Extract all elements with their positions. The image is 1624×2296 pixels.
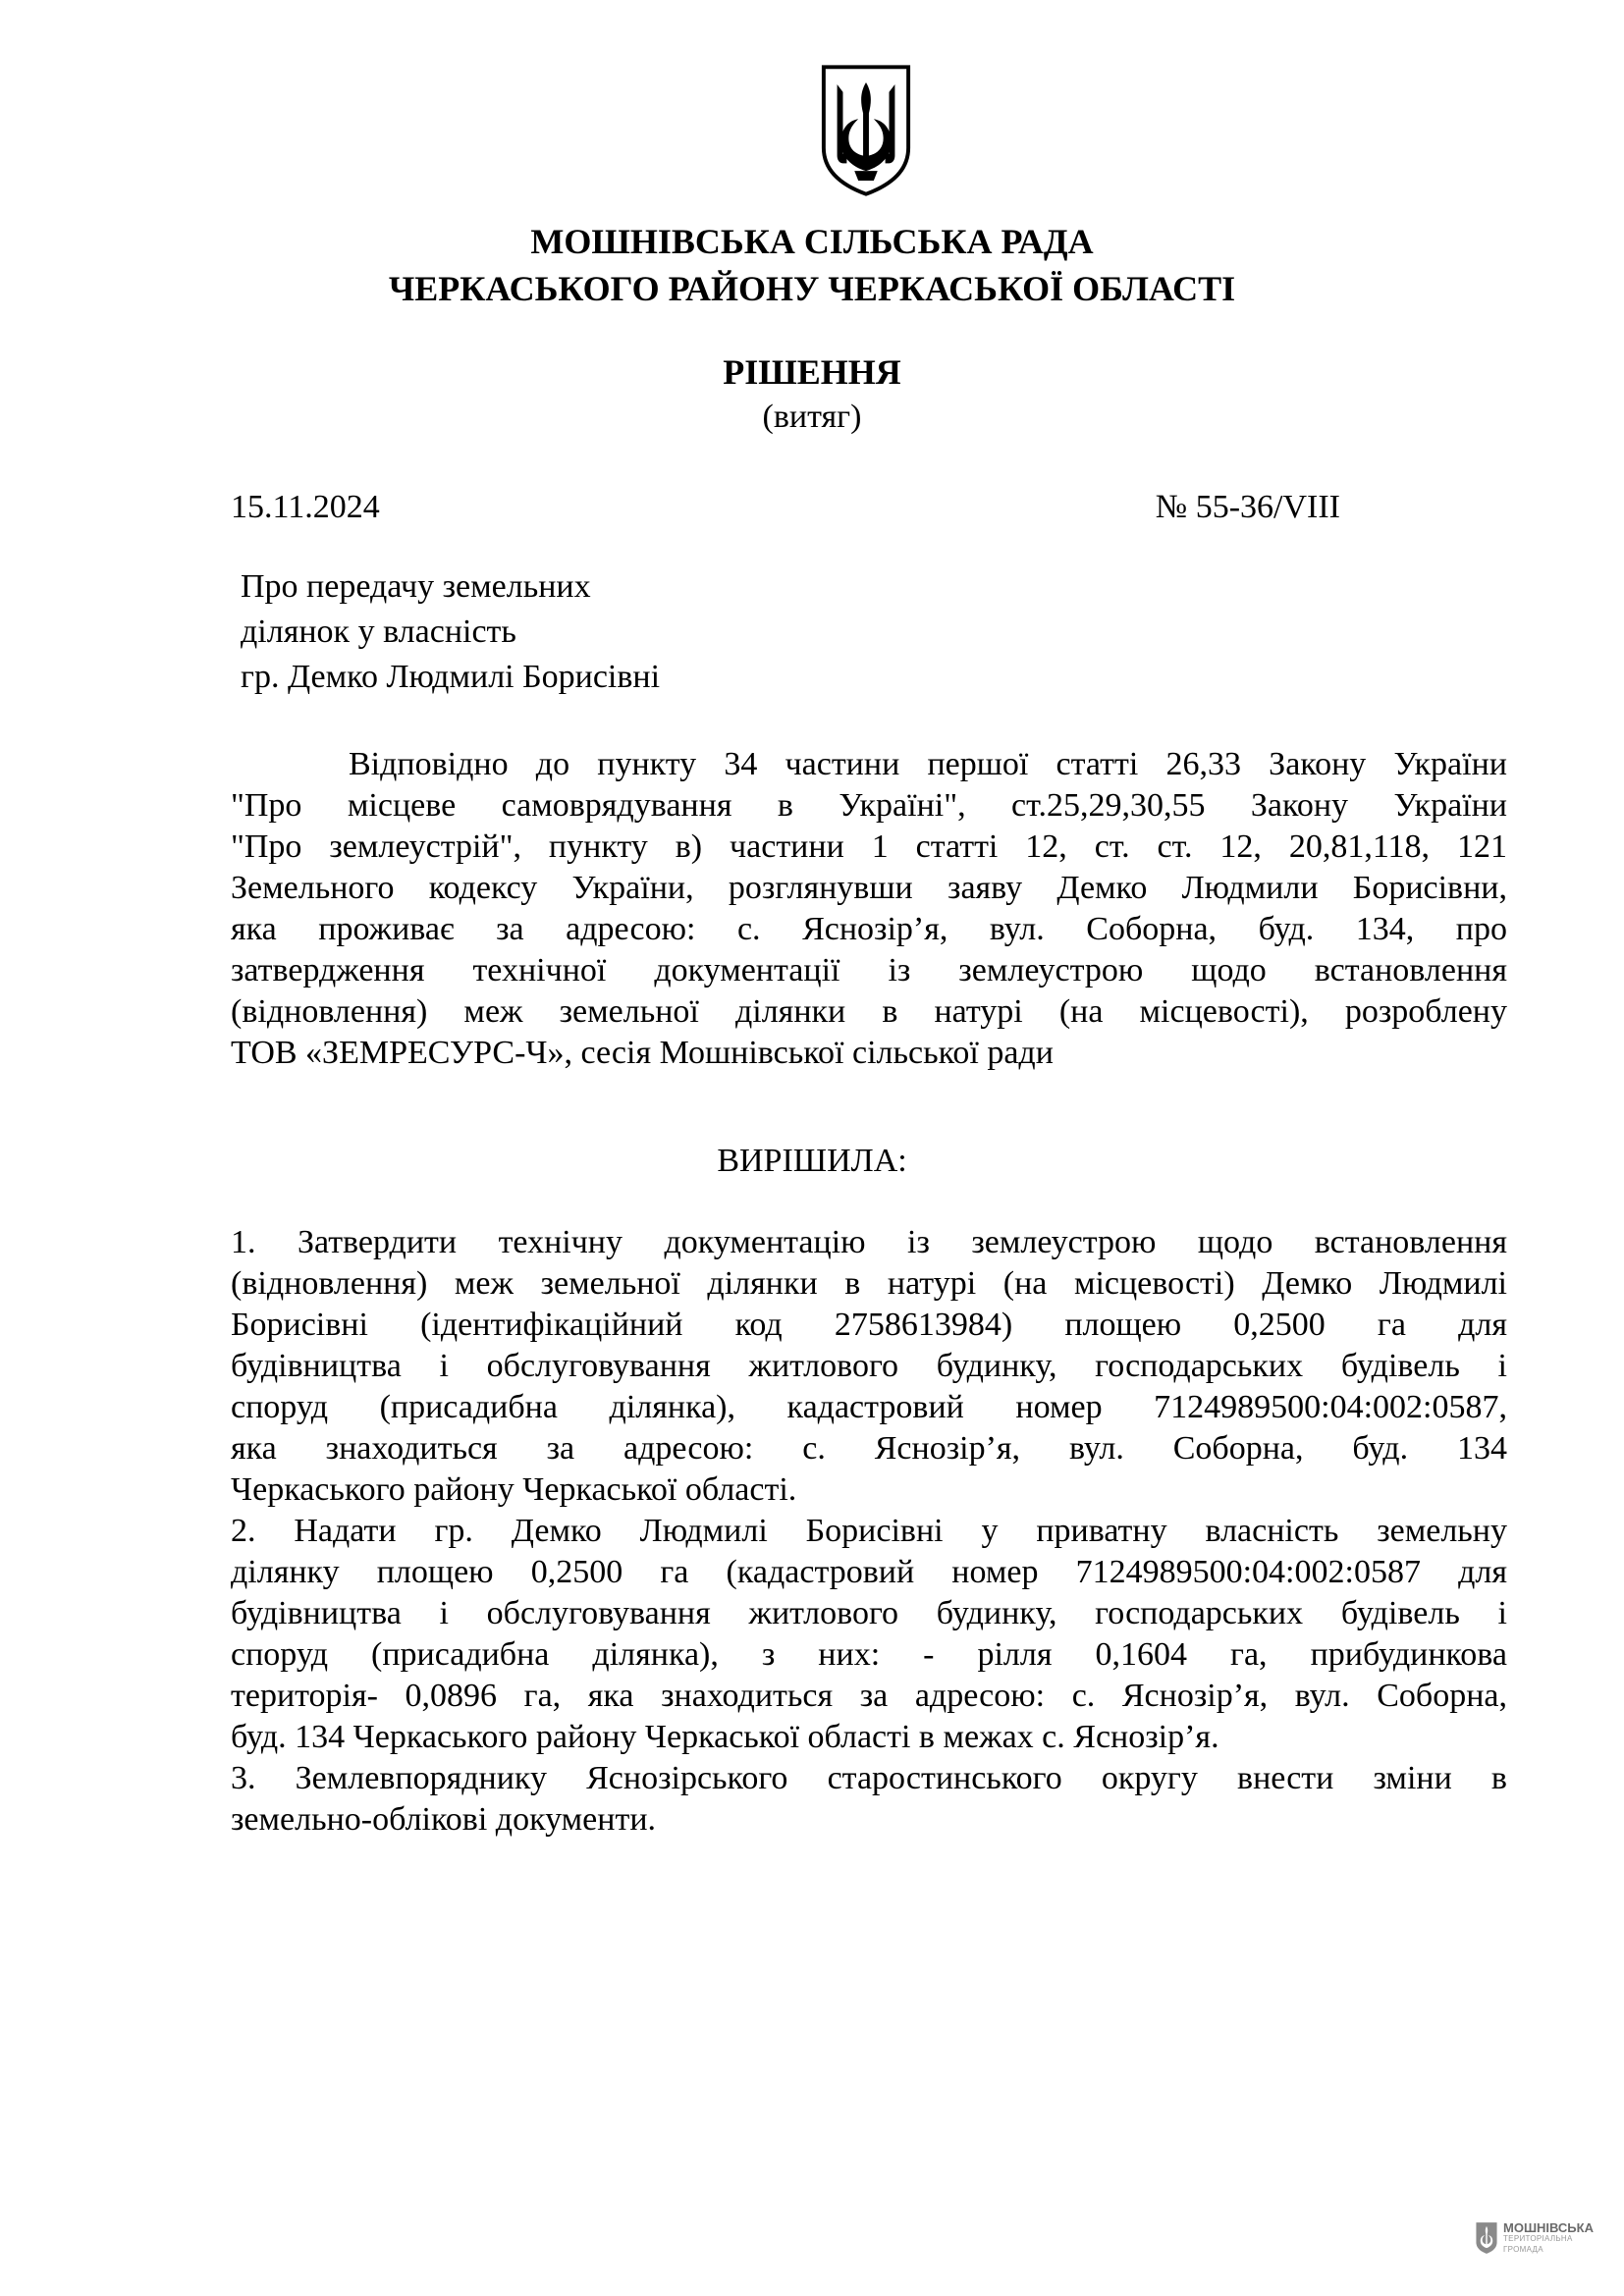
item-line: (відновлення) меж земельної ділянки в натурі (на місцевості) Демко Людмилі	[231, 1265, 1507, 1302]
item-line: ділянку площею 0,2500 га (кадастровий номер 7124989500:04:002:0587 для	[231, 1554, 1507, 1590]
logo-tagline-2: ГРОМАДА	[1503, 2244, 1543, 2254]
item-line: Борисівні (ідентифікаційний код 2758613984) площею 0,2500 га для	[231, 1307, 1507, 1343]
trident-coat-of-arms-icon	[818, 63, 914, 198]
item-line: споруд (присадибна ділянка), з них: - рілля 0,1604 га, прибудинкова	[231, 1636, 1507, 1673]
preamble-line: (відновлення) меж земельної ділянки в натурі (на місцевості), розроблену	[231, 993, 1507, 1030]
item-line: споруд (присадибна ділянка), кадастровий номер 7124989500:04:002:0587,	[231, 1389, 1507, 1425]
item-line: 3. Землевпоряднику Яснозірського старостинського округу внести зміни в	[231, 1760, 1507, 1796]
trident-small-icon	[1475, 2221, 1498, 2255]
subject-line: ділянок у власність	[241, 614, 516, 650]
council-name-line-2: ЧЕРКАСЬКОГО РАЙОНУ ЧЕРКАСЬКОЇ ОБЛАСТІ	[388, 269, 1236, 308]
council-name-line-1: МОШНІВСЬКА СІЛЬСЬКА РАДА	[530, 222, 1094, 261]
item-line: 2. Надати гр. Демко Людмилі Борисівні у приватну власність земельну	[231, 1513, 1507, 1549]
preamble-line: "Про місцеве самоврядування в Україні", ст.25,29,30,55 Закону України	[231, 787, 1507, 824]
item-line: Черкаського району Черкаської області.	[231, 1471, 797, 1508]
item-line: територія- 0,0896 га, яка знаходиться за адресою: с. Яснозір’я, вул. Соборна,	[231, 1678, 1507, 1714]
item-line: будівництва і обслуговування житлового будинку, господарських будівель і	[231, 1348, 1507, 1384]
decision-meta	[231, 485, 1340, 530]
decision-title: РІШЕННЯ	[723, 352, 901, 392]
community-logo	[1475, 2216, 1602, 2261]
preamble-line: Земельного кодексу України, розглянувши заяву Демко Людмили Борисівни,	[231, 870, 1507, 906]
item-line: 1. Затвердити технічну документацію із землеустрою щодо встановлення	[231, 1224, 1507, 1260]
logo-name: МОШНІВСЬКА	[1503, 2219, 1594, 2235]
logo-tagline-1: ТЕРИТОРІАЛЬНА	[1503, 2233, 1573, 2243]
preamble-paragraph	[231, 744, 1507, 1074]
decision-subtitle: (витяг)	[762, 399, 862, 435]
subject-line: Про передачу земельних	[241, 568, 591, 605]
item-line: яка знаходиться за адресою: с. Яснозір’я, вул. Соборна, буд. 134	[231, 1430, 1507, 1467]
decision-date: 15.11.2024	[231, 489, 380, 525]
resolved-heading: ВИРІШИЛА:	[717, 1143, 907, 1179]
decision-items	[231, 1222, 1507, 1841]
council-name	[0, 218, 1624, 312]
subject-line: гр. Демко Людмилі Борисівні	[241, 659, 661, 695]
item-line: будівництва і обслуговування житлового будинку, господарських будівель і	[231, 1595, 1507, 1631]
item-line: буд. 134 Черкаського району Черкаської області в межах с. Яснозір’я.	[231, 1719, 1219, 1755]
item-line: земельно-облікові документи.	[231, 1801, 657, 1838]
preamble-line: затвердження технічної документації із землеустрою щодо встановлення	[231, 952, 1507, 988]
preamble-line: ТОВ «ЗЕМРЕСУРС-Ч», сесія Мошнівської сільської ради	[231, 1035, 1054, 1071]
decision-subject	[241, 564, 660, 700]
preamble-line: яка проживає за адресою: с. Яснозір’я, вул. Соборна, буд. 134, про	[231, 911, 1507, 947]
preamble-line: Відповідно до пункту 34 частини першої статті 26,33 Закону України	[349, 746, 1507, 782]
decision-number: № 55-36/VIII	[1155, 489, 1340, 525]
preamble-line: "Про землеустрій", пункту в) частини 1 статті 12, ст. ст. 12, 20,81,118, 121	[231, 828, 1507, 865]
